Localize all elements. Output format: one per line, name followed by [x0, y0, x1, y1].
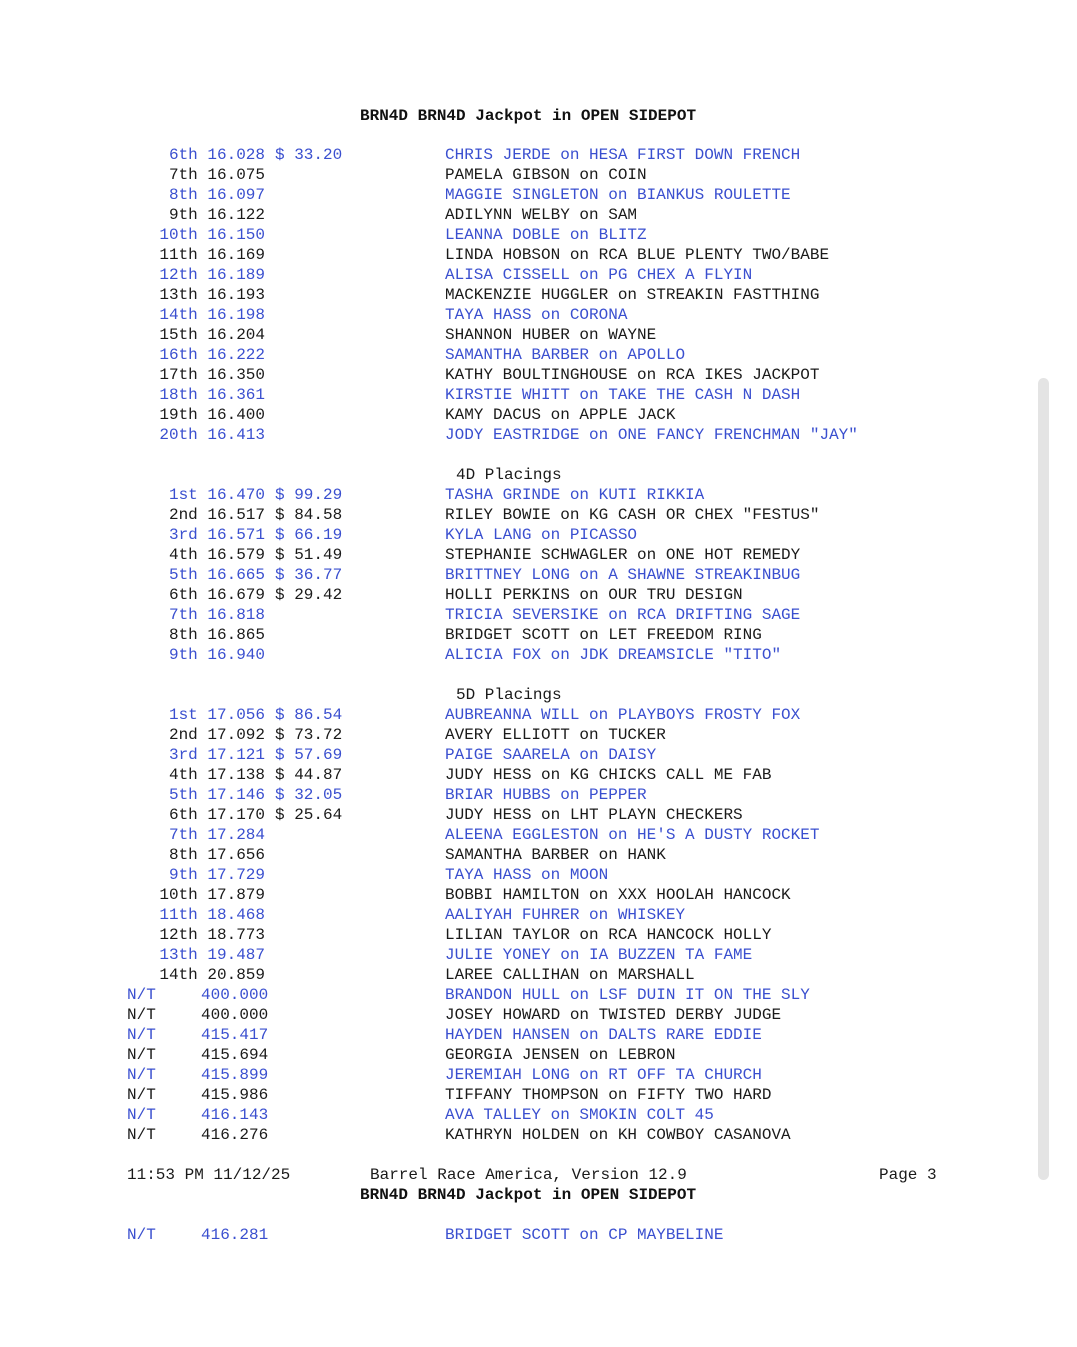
rider-horse: BRANDON HULL on LSF DUIN IT ON THE SLY — [445, 986, 810, 1004]
rider-horse: AVERY ELLIOTT on TUCKER — [445, 726, 666, 744]
time: 16.579 — [207, 546, 265, 564]
nt-label: N/T — [127, 1026, 156, 1044]
rider-horse: SAMANTHA BARBER on APOLLO — [445, 346, 686, 364]
place-time — [169, 145, 265, 165]
time: 17.284 — [207, 826, 265, 844]
time: 16.350 — [207, 366, 265, 384]
rider-horse: AVA TALLEY on SMOKIN COLT 45 — [445, 1106, 714, 1124]
time: 16.222 — [207, 346, 265, 364]
place: 6th — [168, 586, 198, 604]
rider-horse: STEPHANIE SCHWAGLER on ONE HOT REMEDY — [445, 546, 801, 564]
place: 13th — [159, 946, 198, 964]
time: 17.138 — [207, 766, 265, 784]
rider-horse: LAREE CALLIHAN on MARSHALL — [445, 966, 695, 984]
place: 15th — [159, 326, 198, 344]
result-row-placing — [0, 145, 349, 165]
place: 14th — [159, 306, 198, 324]
place: 12th — [159, 926, 198, 944]
rider-horse: SAMANTHA BARBER on HANK — [445, 846, 666, 864]
place: 9th — [168, 866, 198, 884]
payout: $ 44.87 — [275, 766, 343, 784]
nt-label: N/T — [127, 1086, 156, 1104]
place: 2nd — [168, 506, 198, 524]
place-time — [159, 425, 265, 445]
place: 16th — [159, 346, 198, 364]
payout: $ 36.77 — [275, 566, 343, 584]
rider-horse: PAIGE SAARELA on DAISY — [445, 746, 657, 764]
result-row-placing — [0, 885, 349, 905]
result-row-placing — [0, 185, 349, 205]
result-row-placing — [0, 905, 349, 925]
time: 16.865 — [207, 626, 265, 644]
place-time — [159, 905, 265, 925]
result-row-placing — [0, 265, 349, 285]
time: 16.122 — [207, 206, 265, 224]
result-row-placing — [0, 925, 349, 945]
place-time — [159, 885, 265, 905]
result-row-placing — [0, 165, 349, 185]
time: 20.859 — [207, 966, 265, 984]
nt-time: 400.000 — [201, 1006, 269, 1024]
payout: $ 86.54 — [275, 706, 343, 724]
result-row-placing — [0, 425, 349, 445]
time: 16.193 — [207, 286, 265, 304]
rider-horse: KATHRYN HOLDEN on KH COWBOY CASANOVA — [445, 1126, 791, 1144]
rider-horse: AUBREANNA WILL on PLAYBOYS FROSTY FOX — [445, 706, 801, 724]
place: 20th — [159, 426, 198, 444]
rider-horse: ADILYNN WELBY on SAM — [445, 206, 638, 224]
result-row-placing — [0, 305, 349, 325]
nt-label: N/T — [127, 1066, 156, 1084]
place-time — [169, 565, 265, 585]
time: 16.517 — [207, 506, 265, 524]
rider-horse: SHANNON HUBER on WAYNE — [445, 326, 657, 344]
time: 16.665 — [207, 566, 265, 584]
payout: $ 25.64 — [275, 806, 343, 824]
nt-label: N/T — [127, 1126, 156, 1144]
place: 8th — [168, 626, 198, 644]
result-row-placing — [0, 725, 349, 745]
place-time — [169, 165, 265, 185]
rider-horse: TAYA HASS on CORONA — [445, 306, 628, 324]
nt-label: N/T — [127, 986, 156, 1004]
rider-horse: TASHA GRINDE on KUTI RIKKIA — [445, 486, 705, 504]
result-row-placing — [0, 745, 349, 765]
place: 5th — [168, 566, 198, 584]
place-time — [159, 325, 265, 345]
place: 7th — [168, 606, 198, 624]
place-time — [169, 765, 265, 785]
place-time — [159, 305, 265, 325]
result-row-placing — [0, 525, 349, 545]
result-row-placing — [0, 245, 349, 265]
rider-horse: JODY EASTRIDGE on ONE FANCY FRENCHMAN "JAY" — [445, 426, 858, 444]
place-time — [169, 525, 265, 545]
result-row-placing — [0, 645, 349, 665]
rider-horse: ALICIA FOX on JDK DREAMSICLE "TITO" — [445, 646, 782, 664]
place: 13th — [159, 286, 198, 304]
time: 17.170 — [207, 806, 265, 824]
nt-label: N/T — [127, 1106, 156, 1124]
rider-horse: LILIAN TAYLOR on RCA HANCOCK HOLLY — [445, 926, 772, 944]
time: 16.075 — [207, 166, 265, 184]
result-row-placing — [0, 345, 349, 365]
time: 16.470 — [207, 486, 265, 504]
rider-horse: RILEY BOWIE on KG CASH OR CHEX "FESTUS" — [445, 506, 820, 524]
place-time — [169, 585, 265, 605]
rider-horse: HOLLI PERKINS on OUR TRU DESIGN — [445, 586, 743, 604]
rider-horse: TRICIA SEVERSIKE on RCA DRIFTING SAGE — [445, 606, 801, 624]
result-row-placing — [0, 585, 349, 605]
rider-horse: TAYA HASS on MOON — [445, 866, 609, 884]
payout: $ 32.05 — [275, 786, 343, 804]
rider-horse: LEANNA DOBLE on BLITZ — [445, 226, 647, 244]
rider-horse: BRIAR HUBBS on PEPPER — [445, 786, 647, 804]
time: 17.729 — [207, 866, 265, 884]
time: 16.571 — [207, 526, 265, 544]
time: 17.121 — [207, 746, 265, 764]
rider-horse: BOBBI HAMILTON on XXX HOOLAH HANCOCK — [445, 886, 791, 904]
time: 19.487 — [207, 946, 265, 964]
payout: $ 99.29 — [275, 486, 343, 504]
rider-horse: BRIDGET SCOTT on LET FREEDOM RING — [445, 626, 762, 644]
time: 16.198 — [207, 306, 265, 324]
place: 5th — [168, 786, 198, 804]
result-row-placing — [0, 805, 349, 825]
result-row-placing — [0, 565, 349, 585]
result-row-placing — [0, 385, 349, 405]
place: 1st — [168, 486, 198, 504]
place-time — [169, 745, 265, 765]
place-time — [169, 625, 265, 645]
place: 3rd — [168, 526, 198, 544]
place: 8th — [168, 846, 198, 864]
result-row-placing — [0, 405, 349, 425]
place-time — [159, 265, 265, 285]
result-row-placing — [0, 765, 349, 785]
place: 14th — [159, 966, 198, 984]
nt-time: 400.000 — [201, 986, 269, 1004]
result-row-placing — [0, 785, 349, 805]
time: 16.150 — [207, 226, 265, 244]
payout: $ 29.42 — [275, 586, 343, 604]
time: 18.468 — [207, 906, 265, 924]
payout: $ 84.58 — [275, 506, 343, 524]
place: 9th — [168, 206, 198, 224]
time: 17.656 — [207, 846, 265, 864]
place-time — [159, 965, 265, 985]
payout: $ 66.19 — [275, 526, 343, 544]
place: 17th — [159, 366, 198, 384]
place: 8th — [168, 186, 198, 204]
result-row-placing — [0, 285, 349, 305]
time: 18.773 — [207, 926, 265, 944]
payout: $ 51.49 — [275, 546, 343, 564]
section-title-4d: 4D Placings — [456, 466, 562, 484]
footer-page-number: Page 3 — [879, 1166, 937, 1184]
place: 1st — [168, 706, 198, 724]
time: 17.056 — [207, 706, 265, 724]
time: 16.361 — [207, 386, 265, 404]
nt-time: 416.276 — [201, 1126, 269, 1144]
result-row-placing — [0, 605, 349, 625]
rider-horse: MAGGIE SINGLETON on BIANKUS ROULETTE — [445, 186, 791, 204]
place: 7th — [168, 166, 198, 184]
result-row-placing — [0, 365, 349, 385]
place-time — [159, 385, 265, 405]
place-time — [169, 205, 265, 225]
nt-time: 415.899 — [201, 1066, 269, 1084]
report-header-top: BRN4D BRN4D Jackpot in OPEN SIDEPOT — [360, 107, 697, 125]
nt-time: 415.986 — [201, 1086, 269, 1104]
result-row-placing — [0, 865, 349, 885]
result-row-placing — [0, 545, 349, 565]
time: 16.400 — [207, 406, 265, 424]
rider-horse: KATHY BOULTINGHOUSE on RCA IKES JACKPOT — [445, 366, 820, 384]
payout: $ 57.69 — [275, 746, 343, 764]
rider-horse: JUDY HESS on KG CHICKS CALL ME FAB — [445, 766, 772, 784]
rider-horse: KAMY DACUS on APPLE JACK — [445, 406, 676, 424]
place-time — [169, 865, 265, 885]
report-header-bottom: BRN4D BRN4D Jackpot in OPEN SIDEPOT — [360, 1186, 697, 1204]
place: 3rd — [168, 746, 198, 764]
rider-horse: HAYDEN HANSEN on DALTS RARE EDDIE — [445, 1026, 762, 1044]
place-time — [169, 645, 265, 665]
time: 16.028 — [207, 146, 265, 164]
place: 11th — [159, 906, 198, 924]
result-row-placing — [0, 205, 349, 225]
place-time — [159, 365, 265, 385]
nt-time: 416.143 — [201, 1106, 269, 1124]
result-row-placing — [0, 705, 349, 725]
place-time — [159, 345, 265, 365]
place-time — [169, 785, 265, 805]
rider-horse: GEORGIA JENSEN on LEBRON — [445, 1046, 676, 1064]
rider-horse: ALEENA EGGLESTON on HE'S A DUSTY ROCKET — [445, 826, 820, 844]
place-time — [169, 725, 265, 745]
result-row-placing — [0, 625, 349, 645]
place-time — [159, 285, 265, 305]
rider-horse: AALIYAH FUHRER on WHISKEY — [445, 906, 686, 924]
time: 16.679 — [207, 586, 265, 604]
result-row-placing — [0, 325, 349, 345]
rider-horse: LINDA HOBSON on RCA BLUE PLENTY TWO/BABE — [445, 246, 830, 264]
rider-horse: JUDY HESS on LHT PLAYN CHECKERS — [445, 806, 743, 824]
payout: $ 33.20 — [275, 146, 343, 164]
next-page-nt-rider: BRIDGET SCOTT on CP MAYBELINE — [445, 1226, 724, 1244]
place-time — [169, 605, 265, 625]
time: 16.189 — [207, 266, 265, 284]
result-row-placing — [0, 845, 349, 865]
place-time — [169, 185, 265, 205]
rider-horse: KYLA LANG on PICASSO — [445, 526, 638, 544]
place-time — [169, 485, 265, 505]
rider-horse: CHRIS JERDE on HESA FIRST DOWN FRENCH — [445, 146, 801, 164]
result-row-placing — [0, 825, 349, 845]
rider-horse: JEREMIAH LONG on RT OFF TA CHURCH — [445, 1066, 762, 1084]
place: 12th — [159, 266, 198, 284]
place: 10th — [159, 886, 198, 904]
time: 16.097 — [207, 186, 265, 204]
place-time — [159, 405, 265, 425]
place-time — [169, 825, 265, 845]
rider-horse: MACKENZIE HUGGLER on STREAKIN FASTTHING — [445, 286, 820, 304]
vertical-scrollbar[interactable] — [1038, 378, 1049, 1180]
footer-software: Barrel Race America, Version 12.9 — [370, 1166, 687, 1184]
time: 16.169 — [207, 246, 265, 264]
nt-time: 415.694 — [201, 1046, 269, 1064]
place-time — [169, 705, 265, 725]
result-row-placing — [0, 505, 349, 525]
rider-horse: BRITTNEY LONG on A SHAWNE STREAKINBUG — [445, 566, 801, 584]
place: 9th — [168, 646, 198, 664]
place-time — [159, 225, 265, 245]
place-time — [169, 505, 265, 525]
place: 2nd — [168, 726, 198, 744]
rider-horse: JULIE YONEY on IA BUZZEN TA FAME — [445, 946, 753, 964]
place-time — [159, 245, 265, 265]
nt-label: N/T — [127, 1046, 156, 1064]
place-time — [159, 925, 265, 945]
time: 17.092 — [207, 726, 265, 744]
time: 16.818 — [207, 606, 265, 624]
rider-horse: TIFFANY THOMPSON on FIFTY TWO HARD — [445, 1086, 772, 1104]
place-time — [169, 545, 265, 565]
footer-timestamp: 11:53 PM 11/12/25 — [127, 1166, 291, 1184]
place: 11th — [159, 246, 198, 264]
place: 18th — [159, 386, 198, 404]
result-row-placing — [0, 225, 349, 245]
place: 19th — [159, 406, 198, 424]
place-time — [169, 805, 265, 825]
next-page-nt-label: N/T — [127, 1226, 156, 1244]
rider-horse: ALISA CISSELL on PG CHEX A FLYIN — [445, 266, 753, 284]
time: 16.940 — [207, 646, 265, 664]
place: 7th — [168, 826, 198, 844]
time: 16.204 — [207, 326, 265, 344]
place-time — [159, 945, 265, 965]
nt-time: 415.417 — [201, 1026, 269, 1044]
place: 4th — [168, 766, 198, 784]
place-time — [169, 845, 265, 865]
result-row-placing — [0, 485, 349, 505]
place: 10th — [159, 226, 198, 244]
result-row-placing — [0, 965, 349, 985]
time: 17.146 — [207, 786, 265, 804]
next-page-nt-time: 416.281 — [201, 1226, 269, 1244]
rider-horse: PAMELA GIBSON on COIN — [445, 166, 647, 184]
result-row-placing — [0, 945, 349, 965]
place: 6th — [168, 146, 198, 164]
rider-horse: JOSEY HOWARD on TWISTED DERBY JUDGE — [445, 1006, 782, 1024]
place: 6th — [168, 806, 198, 824]
payout: $ 73.72 — [275, 726, 343, 744]
time: 17.879 — [207, 886, 265, 904]
section-title-5d: 5D Placings — [456, 686, 562, 704]
place: 4th — [168, 546, 198, 564]
rider-horse: KIRSTIE WHITT on TAKE THE CASH N DASH — [445, 386, 801, 404]
time: 16.413 — [207, 426, 265, 444]
nt-label: N/T — [127, 1006, 156, 1024]
